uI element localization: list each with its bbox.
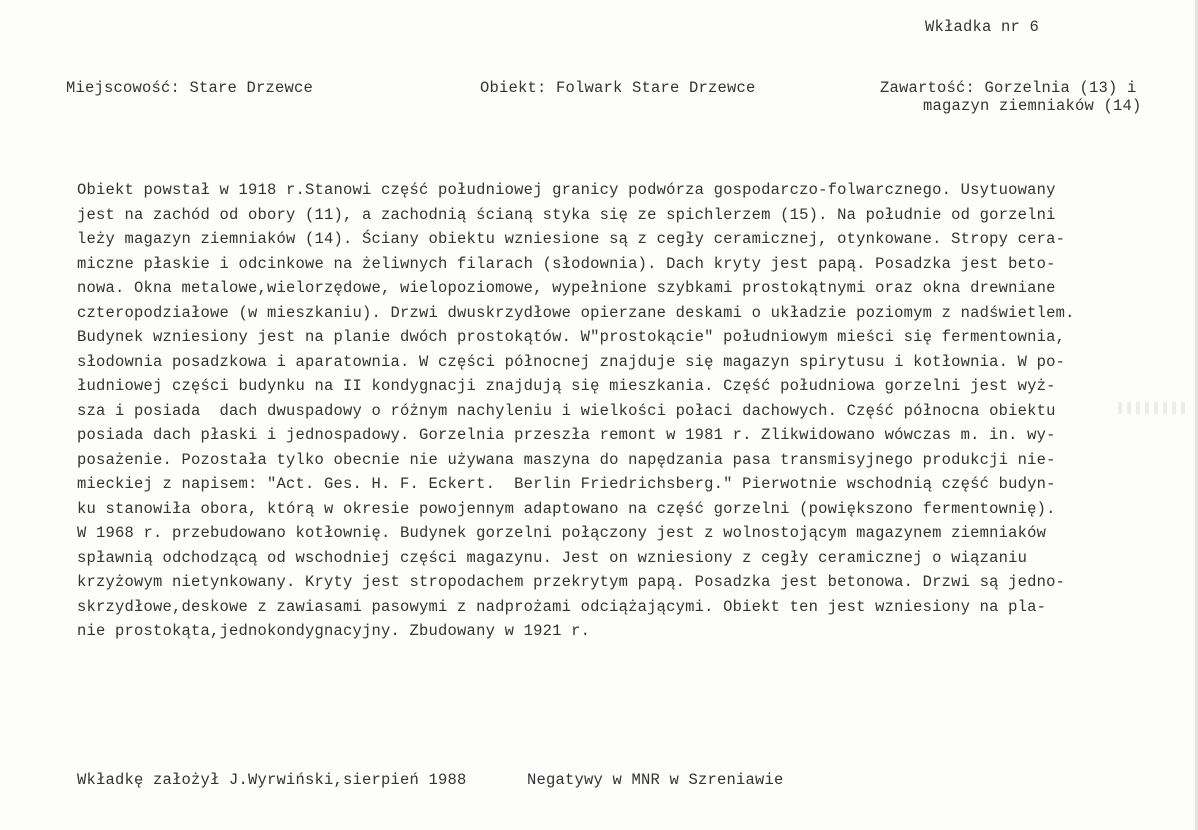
body-line: W 1968 r. przebudowano kotłownię. Budynek gorzelni połączony jest z wolnostojącym magazynem ziemniaków [77, 524, 1047, 542]
body-line: ku stanowiła obora, którą w okresie powojennym adaptowano na część gorzelni (powiększono fermentownię). [77, 499, 1056, 518]
body-line: sza i posiada dach dwuspadowy o różnym nachyleniu i wielkości połaci dachowych. Część północna obiektu [77, 401, 1056, 420]
body-line: nowa. Okna metalowe,wielorzędowe, wielopoziomowe, wypełnione szybkami prostokątnymi oraz okna drewniane [77, 279, 1056, 297]
body-line: Obiekt powstał w 1918 r.Stanowi część południowej granicy podwórza gospodarczo-folwarcznego. Usytuowany [77, 181, 1056, 199]
contents-line-2: magazyn ziemniaków (14) [923, 97, 1142, 115]
body-line: nie prostokąta,jednokondygnacyjny. Zbudowany w 1921 r. [77, 622, 591, 640]
body-line: czteropodziałowe (w mieszkaniu). Drzwi dwuskrzydłowe opierzane deskami o układzie poziomym z nadświetlem. [77, 303, 1075, 322]
insert-number: Wkładka nr 6 [925, 18, 1040, 36]
founder-note: Wkładkę założył J.Wyrwiński,sierpień 1988 [77, 771, 467, 789]
body-line: posiada dach płaski i jednospadowy. Gorzelnia przeszła remont w 1981 r. Zlikwidowano wówczas m. in. wy- [77, 426, 1056, 444]
contents-line-1: Zawartość: Gorzelnia (13) i [880, 79, 1137, 97]
body-line: spławnią odchodzącą od wschodniej części magazynu. Jest on wzniesiony z cegły ceramicznej o wiązaniu [77, 548, 1028, 567]
body-line: posażenie. Pozostała tylko obecnie nie używana maszyna do napędzania pasa transmisyjnego produkcji nie- [77, 450, 1056, 469]
locality-field: Miejscowość: Stare Drzewce [66, 79, 314, 97]
body-line: Budynek wzniesiony jest na planie dwóch prostokątów. W"prostokącie" południowym mieści się fermentownia, [77, 328, 1066, 346]
body-line: jest na zachód od obory (11), a zachodnią ścianą styka się ze spichlerzem (15). Na południe od gorzelni [77, 205, 1056, 224]
object-field: Obiekt: Folwark Stare Drzewce [480, 79, 756, 97]
body-line: skrzydłowe,deskowe z zawiasami pasowymi z nadprożami odciążającymi. Obiekt ten jest wzniesiony na pla- [77, 597, 1047, 616]
body-line: mieckiej z napisem: "Act. Ges. H. F. Eckert. Berlin Friedrichsberg." Pierwotnie wschodnią część budyn- [77, 475, 1056, 493]
body-line: krzyżowym nietynkowany. Kryty jest stropodachem przekrytym papą. Posadzka jest betonowa. Drzwi są jedno- [77, 573, 1066, 591]
body-line: słodownia posadzkowa i aparatownia. W części północnej znajduje się magazyn spirytusu i kotłownia. W po- [77, 352, 1066, 371]
contents-field [880, 79, 1142, 115]
body-line: łudniowej części budynku na II kondygnacji znajdują się mieszkania. Część południowa gorzelni jest wyż- [77, 377, 1056, 395]
bleed-through-mark [1118, 402, 1190, 414]
negatives-note: Negatywy w MNR w Szreniawie [527, 771, 784, 789]
description-body [77, 178, 1137, 644]
body-line: leży magazyn ziemniaków (14). Ściany obiektu wzniesione są z cegły ceramicznej, otynkowane. Stropy cera- [77, 230, 1066, 248]
body-line: miczne płaskie i odcinkowe na żeliwnych filarach (słodownia). Dach kryty jest papą. Posadzka jest beto- [77, 254, 1056, 273]
